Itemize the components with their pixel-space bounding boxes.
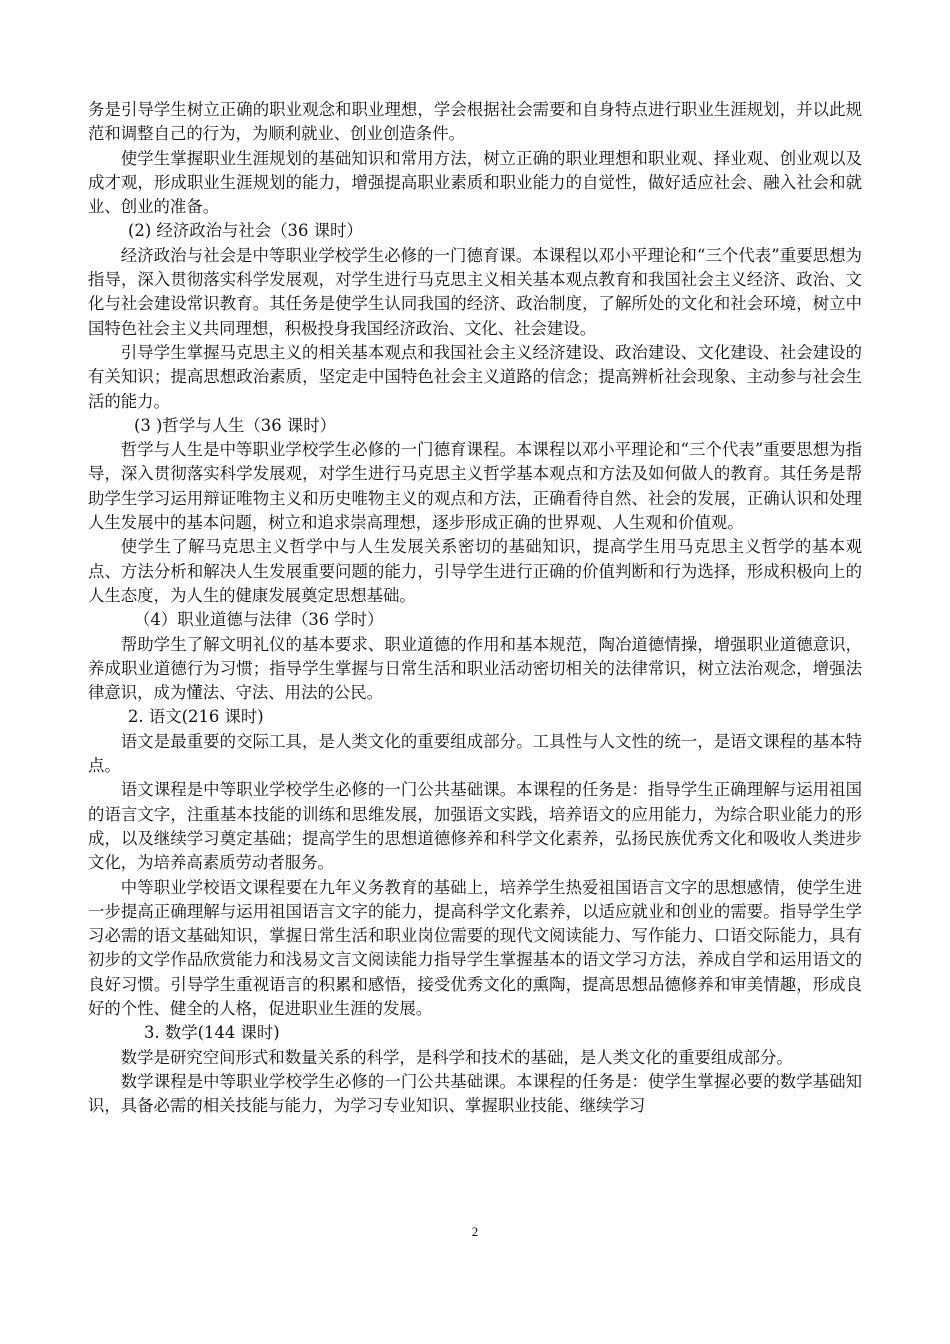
section-heading: 3. 数学(144 课时)	[144, 1023, 280, 1043]
page-number: 2	[471, 1224, 479, 1239]
section-heading: (2) 经济政治与社会（36 课时）	[128, 221, 363, 241]
paragraph: 经济政治与社会是中等职业学校学生必修的一门德育课。本课程以邓小平理论和“三个代表”重要思想为指导，深入贯彻落实科学发展观，对学生进行马克思主义相关基本观点教育和我国社会主义经济、政治、文化与社会建设常识教育。其任务是使学生认同我国的经济、政治制度，了解所处的文化和社会环境，树立中国特色社会主义共同理想，积极投身我国经济政治、文化、社会建设。	[88, 245, 862, 338]
section-heading: 2. 语文(216 课时)	[128, 707, 264, 727]
paragraph: 引导学生掌握马克思主义的相关基本观点和我国社会主义经济建设、政治建设、文化建设、社会建设的有关知识；提高思想政治素质，坚定走中国特色社会主义道路的信念；提高辨析社会现象、主动参与社会生活的能力。	[88, 342, 862, 411]
paragraph: 语文是最重要的交际工具，是人类文化的重要组成部分。工具性与人文性的统一，是语文课程的基本特点。	[88, 731, 862, 776]
paragraph: 使学生掌握职业生涯规划的基础知识和常用方法，树立正确的职业理想和职业观、择业观、创业观以及成才观，形成职业生涯规划的能力，增强提高职业素质和职业能力的自觉性，做好适应社会、融入社会和就业、创业的准备。	[88, 148, 862, 217]
paragraph-continuation: 务是引导学生树立正确的职业观念和职业理想，学会根据社会需要和自身特点进行职业生涯规划，并以此规范和调整自己的行为，为顺利就业、创业创造条件。	[88, 100, 862, 144]
paragraph: 中等职业学校语文课程要在九年义务教育的基础上，培养学生热爱祖国语言文字的思想感情，使学生进一步提高正确理解与运用祖国语言文字的能力，提高科学文化素养，以适应就业和创业的需要。指导学生学习必需的语文基础知识，掌握日常生活和职业岗位需要的现代文阅读能力、写作能力、口语交际能力，具有初步的文学作品欣赏能力和浅易文言文阅读能力指导学生掌握基本的语文学习方法，养成自学和运用语文的良好习惯。引导学生重视语言的积累和感悟，接受优秀文化的熏陶，提高思想品德修养和审美情趣，形成良好的个性、健全的人格，促进职业生涯的发展。	[88, 877, 862, 1018]
section-heading: （4）职业道德与法律（36 学时）	[134, 610, 384, 630]
paragraph: 数学课程是中等职业学校学生必修的一门公共基础课。本课程的任务是：使学生掌握必要的数学基础知识，具备必需的相关技能与能力，为学习专业知识、掌握职业技能、继续学习	[88, 1071, 862, 1116]
document-body	[88, 98, 862, 1118]
paragraph: 使学生了解马克思主义哲学中与人生发展关系密切的基础知识，提高学生用马克思主义哲学的基本观点、方法分析和解决人生发展重要问题的能力，引导学生进行正确的价值判断和行为选择，形成积极向上的人生态度，为人生的健康发展奠定思想基础。	[88, 537, 862, 605]
paragraph: 语文课程是中等职业学校学生必修的一门公共基础课。本课程的任务是：指导学生正确理解与运用祖国的语言文字，注重基本技能的训练和思维发展，加强语文实践，培养语文的应用能力，为综合职业能力的形成，以及继续学习奠定基础；提高学生的思想道德修养和科学文化素养，弘扬民族优秀文化和吸收人类进步文化，为培养高素质劳动者服务。	[88, 780, 862, 873]
paragraph: 数学是研究空间形式和数量关系的科学，是科学和技术的基础，是人类文化的重要组成部分。	[120, 1047, 793, 1067]
section-heading: (3 )哲学与人生（36 课时）	[134, 415, 337, 435]
paragraph: 哲学与人生是中等职业学校学生必修的一门德育课程。本课程以邓小平理论和“三个代表”重要思想为指导，深入贯彻落实科学发展观，对学生进行马克思主义哲学基本观点和方法及如何做人的教育。其任务是帮助学生学习运用辩证唯物主义和历史唯物主义的观点和方法，正确看待自然、社会的发展，正确认识和处理人生发展中的基本问题，树立和追求崇高理想，逐步形成正确的世界观、人生观和价值观。	[88, 440, 862, 533]
paragraph: 帮助学生了解文明礼仪的基本要求、职业道德的作用和基本规范，陶冶道德情操，增强职业道德意识，养成职业道德行为习惯；指导学生掌握与日常生活和职业活动密切相关的法律常识，树立法治观念，增强法律意识，成为懂法、守法、用法的公民。	[88, 634, 862, 703]
